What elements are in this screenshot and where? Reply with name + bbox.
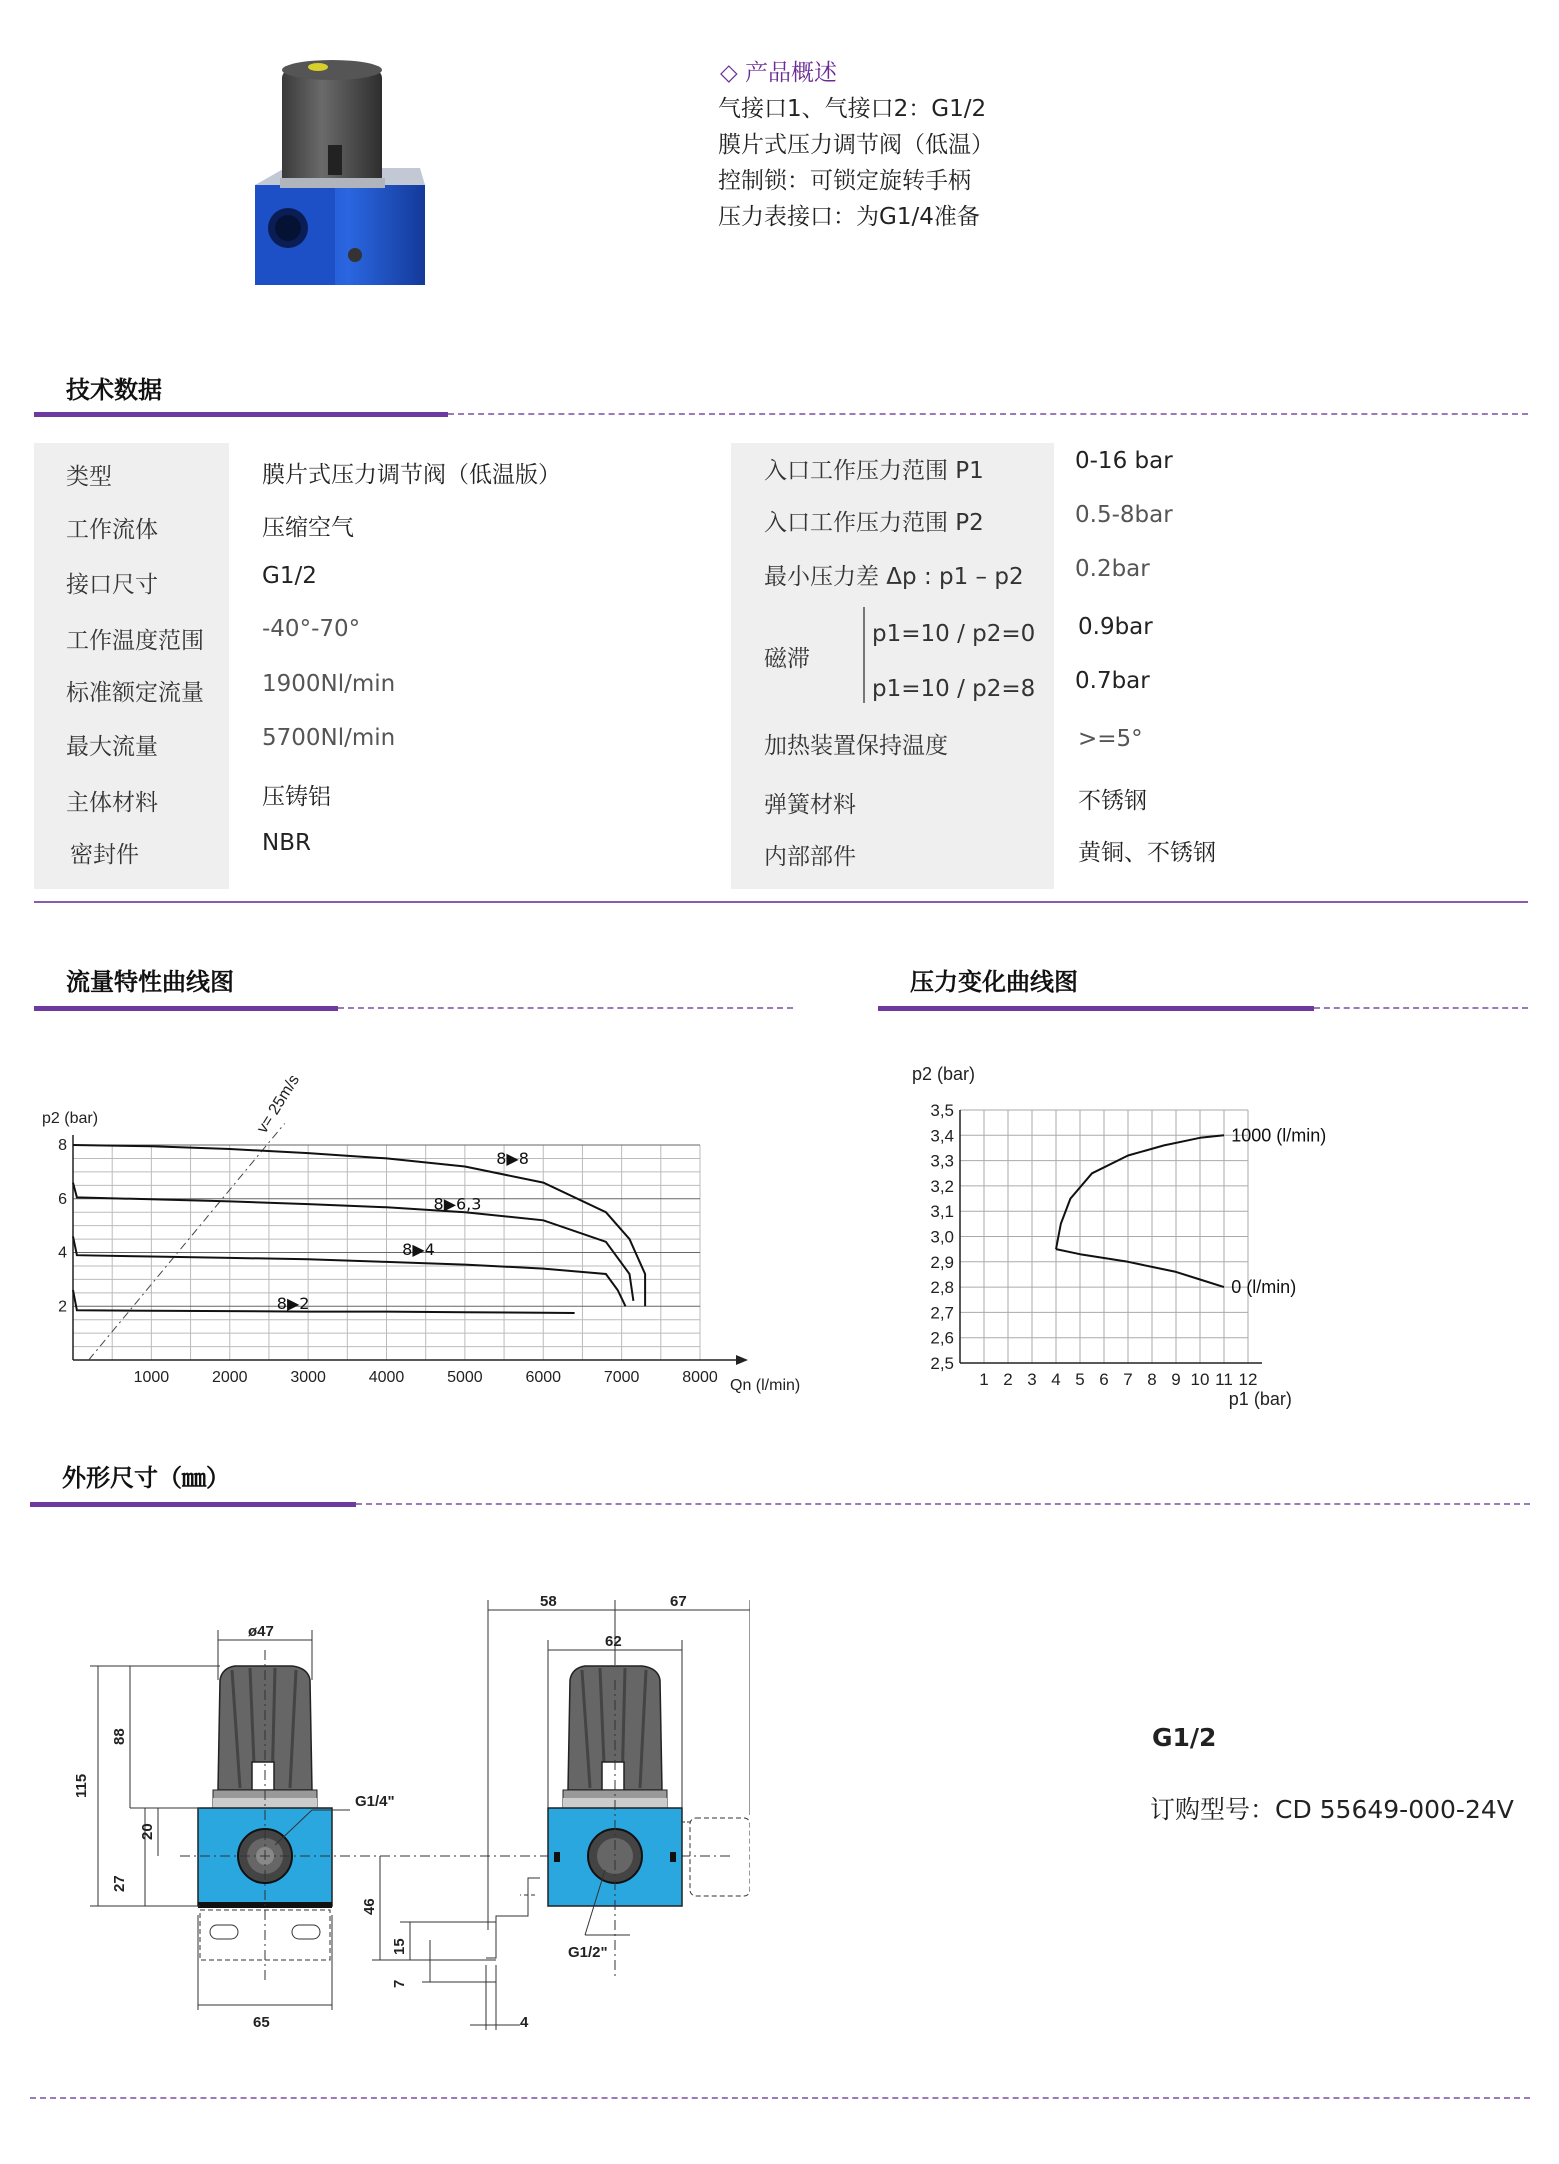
pressure-y-tick-4: 2,9 [930, 1252, 954, 1272]
pressure-series-label-0: 1000 (l/min) [1231, 1125, 1327, 1146]
dim-g12: G1/2" [568, 1944, 608, 1961]
order-number: 订购型号：CD 55649-000-24V [1150, 1795, 1514, 1824]
pressure-x-tick-5: 6 [1099, 1370, 1109, 1389]
pressure-x-tick-11: 12 [1238, 1370, 1258, 1389]
flow-series-line-3 [73, 1290, 575, 1313]
pressure-change-chart [900, 1040, 1420, 1420]
pressure-x-tick-7: 8 [1147, 1370, 1157, 1389]
pressure-y-tick-3: 2,8 [930, 1278, 954, 1298]
spec-label-max-flow: 最大流量 [66, 734, 158, 760]
dim-7: 7 [391, 1979, 408, 1988]
section-bar-tech [34, 412, 448, 417]
section-title-dims: 外形尺寸（㎜） [62, 1464, 230, 1492]
spec-value-rated-flow: 1900Nl/min [262, 671, 396, 697]
flow-x-tick-0: 1000 [133, 1369, 170, 1386]
dim-115: 115 [73, 1773, 90, 1798]
spec-label-p2: 入口工作压力范围 P2 [764, 510, 984, 536]
spec-value-spring: 不锈钢 [1078, 788, 1147, 814]
hysteresis-sub-1: p1=10 / p2=0 [872, 621, 1036, 647]
spec-label-body: 主体材料 [66, 790, 158, 816]
dim-phi47: ø47 [248, 1623, 274, 1640]
spec-label-heater: 加热装置保持温度 [764, 733, 948, 759]
dim-65: 65 [253, 2014, 270, 2031]
pressure-x-label: p1 (bar) [1228, 1389, 1292, 1409]
spec-value-min-diff: 0.2bar [1075, 556, 1150, 582]
flow-x-tick-4: 5000 [447, 1369, 483, 1386]
spec-label-rated-flow: 标准额定流量 [66, 680, 204, 706]
hysteresis-divider [863, 607, 865, 703]
flow-y-label: p2 (bar) [42, 1110, 99, 1127]
flow-characteristic-chart [30, 1060, 800, 1410]
flow-y-tick-2: 6 [58, 1190, 67, 1208]
section-title-tech: 技术数据 [66, 376, 162, 404]
flow-series-line-2 [73, 1236, 626, 1306]
pressure-series-line-1 [1056, 1249, 1224, 1287]
pressure-series-line-0 [1056, 1135, 1224, 1249]
flow-x-tick-5: 6000 [525, 1369, 562, 1386]
flow-y-tick-1: 4 [58, 1244, 67, 1262]
flow-series-label-2: 8▶4 [402, 1240, 435, 1260]
section-title-pressure: 压力变化曲线图 [910, 968, 1078, 996]
spec-label-temp: 工作温度范围 [66, 628, 204, 654]
flow-x-tick-3: 4000 [368, 1369, 405, 1386]
footer-dash [30, 2097, 1530, 2099]
overview-line-1: 气接口1、气接口2：G1/2 [718, 96, 987, 122]
pressure-x-tick-4: 5 [1075, 1370, 1085, 1389]
pressure-x-tick-10: 11 [1215, 1370, 1233, 1389]
pressure-x-tick-3: 4 [1051, 1370, 1061, 1389]
flow-x-axis-arrow [736, 1355, 748, 1365]
dim-67: 67 [670, 1593, 687, 1610]
overview-title: ◇ 产品概述 [720, 60, 837, 86]
flow-y-tick-3: 8 [58, 1137, 67, 1154]
pressure-series-label-1: 0 (l/min) [1231, 1277, 1297, 1298]
spec-value-heater: >=5° [1078, 726, 1143, 752]
spec-label-medium: 工作流体 [66, 517, 158, 543]
dim-62: 62 [605, 1633, 622, 1650]
spec-bottom-rule [34, 901, 1528, 903]
spec-value-body: 压铸铝 [262, 784, 331, 810]
spec-label-seal: 密封件 [70, 842, 139, 868]
overview-line-2: 膜片式压力调节阀（低温） [718, 132, 994, 158]
spec-label-type: 类型 [66, 464, 112, 490]
flow-x-tick-7: 8000 [682, 1369, 718, 1386]
dim-15: 15 [391, 1938, 408, 1955]
section-dash-pressure [1314, 1007, 1528, 1009]
spec-value-internal: 黄铜、不锈钢 [1078, 840, 1216, 866]
section-title-flow: 流量特性曲线图 [66, 968, 234, 996]
pressure-x-tick-9: 10 [1190, 1370, 1210, 1389]
pressure-y-tick-8: 3,3 [930, 1151, 954, 1171]
dim-46: 46 [361, 1898, 378, 1915]
dim-27: 27 [111, 1875, 128, 1892]
pressure-y-tick-10: 3,5 [930, 1101, 954, 1120]
hysteresis-value-2: 0.7bar [1075, 668, 1150, 694]
section-bar-dims [30, 1502, 356, 1507]
pressure-y-tick-7: 3,2 [930, 1176, 954, 1196]
spec-value-seal: NBR [262, 830, 311, 856]
pressure-x-tick-2: 3 [1027, 1370, 1037, 1389]
flow-x-tick-6: 7000 [603, 1369, 640, 1386]
flow-x-tick-2: 3000 [290, 1369, 326, 1386]
dim-88: 88 [111, 1728, 128, 1745]
dim-4: 4 [520, 2014, 529, 2031]
spec-label-port: 接口尺寸 [66, 572, 158, 598]
spec-value-port: G1/2 [262, 563, 317, 589]
spec-value-type: 膜片式压力调节阀（低温版） [262, 462, 561, 488]
section-dash-tech [448, 413, 1528, 415]
spec-label-min-diff: 最小压力差 Δp : p1 – p2 [764, 564, 1024, 590]
flow-y-tick-0: 2 [58, 1298, 67, 1316]
overview-line-4: 压力表接口：为G1/4准备 [718, 204, 980, 230]
spec-value-p1: 0-16 bar [1075, 448, 1173, 474]
pressure-y-tick-1: 2,6 [930, 1328, 954, 1348]
model-size: G1/2 [1152, 1723, 1217, 1752]
spec-value-p2: 0.5-8bar [1075, 502, 1173, 528]
section-dash-flow [338, 1007, 793, 1009]
flow-x-tick-1: 2000 [211, 1369, 248, 1386]
flow-series-line-1 [73, 1183, 633, 1301]
spec-value-max-flow: 5700Nl/min [262, 725, 396, 751]
product-image [240, 50, 440, 300]
pressure-x-tick-8: 9 [1171, 1370, 1181, 1389]
pressure-y-tick-6: 3,1 [930, 1202, 954, 1222]
flow-velocity-annotation: v= 25m/s [253, 1071, 304, 1137]
flow-series-label-0: 8▶8 [496, 1148, 529, 1168]
hysteresis-sub-2: p1=10 / p2=8 [872, 676, 1036, 702]
spec-label-p1: 入口工作压力范围 P1 [764, 458, 984, 484]
dimension-drawing [50, 1540, 750, 2060]
overview-line-3: 控制锁：可锁定旋转手柄 [718, 168, 971, 194]
pressure-x-tick-0: 1 [979, 1370, 989, 1389]
pressure-y-tick-0: 2,5 [930, 1354, 954, 1373]
section-dash-dims [356, 1503, 1530, 1505]
pressure-x-tick-6: 7 [1123, 1370, 1133, 1389]
section-bar-flow [34, 1006, 338, 1011]
pressure-x-tick-1: 2 [1003, 1370, 1013, 1389]
spec-label-internal: 内部部件 [764, 844, 856, 870]
section-bar-pressure [878, 1006, 1314, 1011]
flow-series-label-3: 8▶2 [276, 1293, 310, 1313]
dim-20: 20 [139, 1823, 156, 1840]
spec-left-label-bg [34, 443, 229, 889]
dim-58: 58 [540, 1593, 557, 1610]
flow-series-label-1: 8▶6,3 [433, 1194, 482, 1214]
pressure-y-tick-9: 3,4 [930, 1126, 954, 1146]
pressure-y-tick-2: 2,7 [930, 1303, 954, 1323]
spec-value-medium: 压缩空气 [262, 515, 354, 541]
spec-value-temp: -40°-70° [262, 616, 361, 642]
pressure-y-label: p2 (bar) [912, 1064, 976, 1084]
flow-x-label: Qn (l/min) [730, 1377, 800, 1394]
dim-g14: G1/4" [355, 1793, 395, 1810]
spec-label-hysteresis: 磁滞 [764, 646, 810, 672]
spec-label-spring: 弹簧材料 [764, 792, 856, 818]
flow-velocity-line [89, 1124, 285, 1361]
hysteresis-value-1: 0.9bar [1078, 614, 1153, 640]
pressure-y-tick-5: 3,0 [930, 1227, 954, 1247]
